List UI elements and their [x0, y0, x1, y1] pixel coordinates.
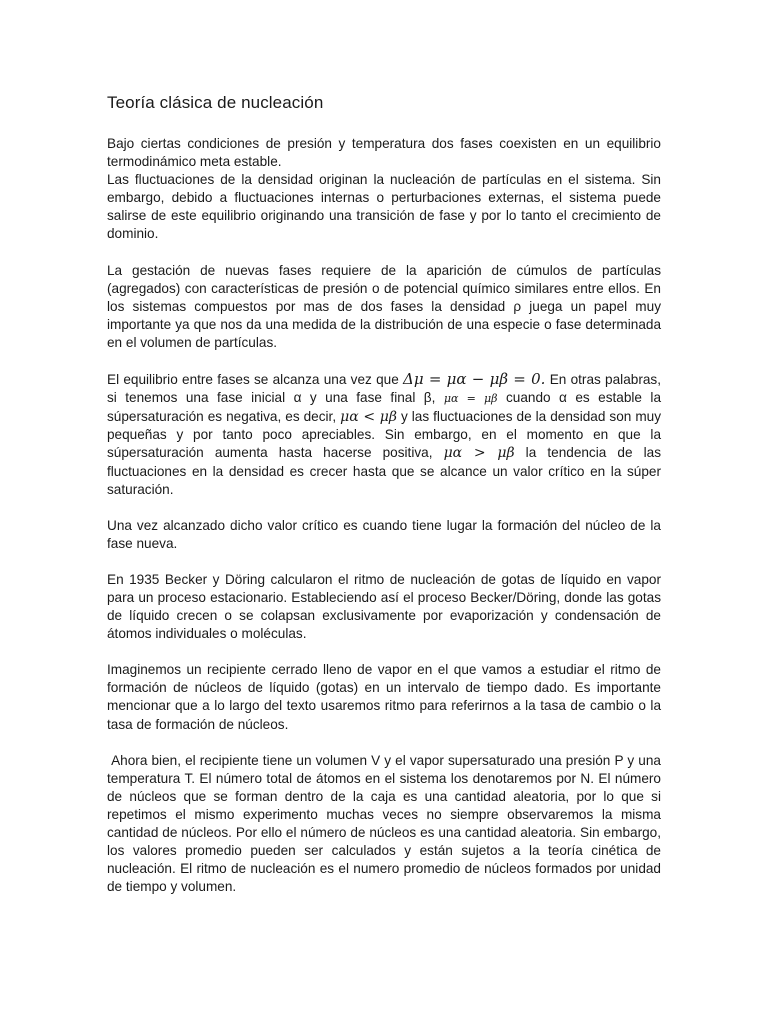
equation-delta-mu: Δμ = μα − μβ = 0.: [403, 370, 546, 389]
paragraph-4-text-4: y las fluctuaciones de la densidad son muy pequeñas y por tanto poco apreciables. Sin embargo, en el momento en que la súpersaturación aumenta hasta hacerse positiva,: [107, 409, 661, 461]
paragraph-gap: [107, 734, 661, 752]
paragraph-1: Bajo ciertas condiciones de presión y temperatura dos fases coexisten en un equilibrio termodinámico meta estable.: [107, 136, 661, 170]
paragraph-4-text-1: El equilibrio entre fases se alcanza una vez que: [107, 372, 404, 388]
paragraph-6: En 1935 Becker y Döring calcularon el ritmo de nucleación de gotas de líquido en vapor para un proceso estacionario. Estableciendo así el proceso Becker/Döring, donde las gotas de líquido crecen o se colapsan exclusivamente por evaporización y condensación de átomos individuales o moléculas.: [107, 571, 661, 642]
document-title: Teoría clásica de nucleación: [107, 93, 324, 112]
paragraph-4: [107, 370, 661, 499]
equation-mu-greater: μα > μβ: [443, 445, 515, 462]
paragraph-3: La gestación de nuevas fases requiere de la aparición de cúmulos de partículas (agregados) con características de presión o de potencial químico similares entre ellos. En los sistemas compuestos por mas de dos fases la densidad ρ juega un papel muy importante ya que nos da una medida de la distribución de una especie o fase determinada en el volumen de partículas.: [107, 262, 661, 350]
paragraph-2: Las fluctuaciones de la densidad originan la nucleación de partículas en el sistema. Sin embargo, debido a fluctuaciones internas o perturbaciones externas, el sistema puede salirse de este equilibrio originando una transición de fase y por lo tanto el crecimiento de dominio.: [107, 172, 661, 242]
paragraph-gap: [107, 499, 661, 517]
paragraph-4-text-3: cuando α es estable la súpersaturación es negativa, es decir,: [107, 390, 662, 425]
paragraph-8: Ahora bien, el recipiente tiene un volumen V y el vapor supersaturado una presión P y una temperatura T. El número total de átomos en el sistema los denotaremos por N. El número de núcleos que se forman dentro de la caja es una cantidad aleatoria, por lo que si repetimos el mismo experimento muchas veces no siempre observaremos la misma cantidad de núcleos. Por ello el número de núcleos es una cantidad aleatoria. Sin embargo, los valores promedio pueden ser calculados y están sujetos a la teoría cinética de nucleación. El ritmo de nucleación es el numero promedio de núcleos formados por unidad de tiempo y volumen.: [107, 752, 665, 895]
equation-mu-equal: μα = μβ: [443, 392, 498, 406]
equation-mu-less: μα < μβ: [340, 409, 397, 426]
paragraph-gap: [107, 643, 661, 661]
paragraph-5: Una vez alcanzado dicho valor crítico es cuando tiene lugar la formación del núcleo de la fase nueva.: [107, 517, 661, 551]
paragraph-gap: [107, 553, 661, 571]
paragraph-gap: [107, 352, 661, 370]
paragraph-4-text-5: la tendencia de las fluctuaciones en la densidad es crecer hasta que se alcance un valor crítico en la súper saturación.: [107, 445, 661, 497]
paragraph-gap: [107, 244, 661, 262]
document-page: [107, 92, 665, 896]
paragraph-7: Imaginemos un recipiente cerrado lleno de vapor en el que vamos a estudiar el ritmo de formación de núcleos de líquido (gotas) en un intervalo de tiempo dado. Es importante mencionar que a lo largo del texto usaremos ritmo para referirnos a la tasa de cambio o la tasa de formación de núcleos.: [107, 662, 661, 732]
paragraph-4-text-2: En otras palabras, si tenemos una fase inicial α y una fase final β,: [107, 372, 661, 406]
